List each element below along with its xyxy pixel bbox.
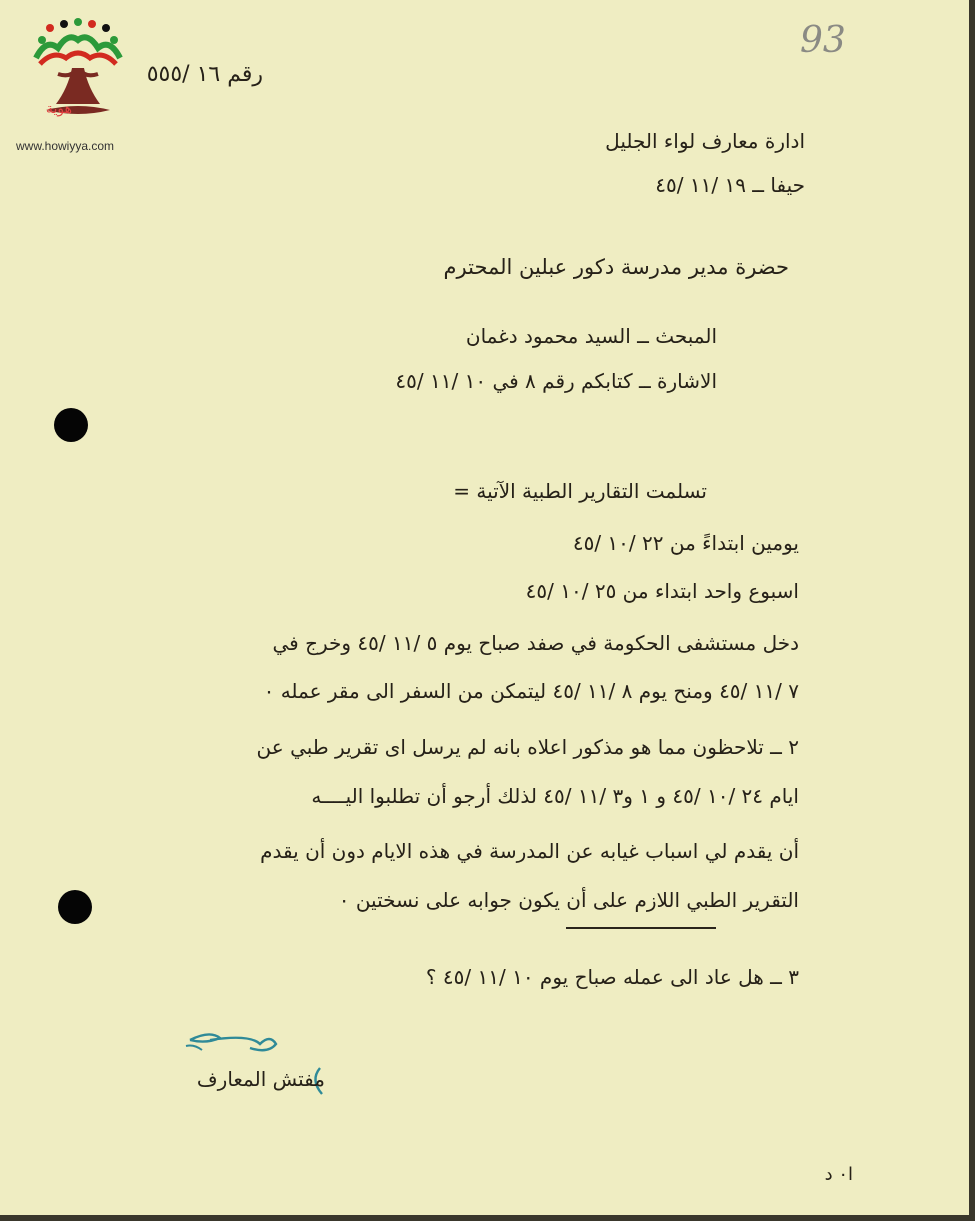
body-line-1: يومين ابتداءً من ٢٢ /١٠ /٤٥	[572, 531, 799, 555]
punch-hole-top	[54, 408, 88, 442]
body-line-5: ٢ ــ تلاحظون مما هو مذكور اعلاه بانه لم يرسل اى تقرير طبي عن	[256, 735, 799, 759]
body-line-8: التقرير الطبي اللازم على أن يكون جوابه على نسختين ٠	[338, 888, 799, 912]
recipient: حضرة مدير مدرسة دكور عبلين المحترم	[443, 255, 789, 279]
body-intro: تسلمت التقارير الطبية الآتية =	[453, 479, 707, 503]
watermark-url[interactable]: www.howiyya.com	[16, 139, 115, 153]
howiyya-logo-icon	[28, 18, 128, 136]
punch-hole-bottom	[58, 890, 92, 924]
page-number-annotation: 93	[800, 20, 846, 61]
office-name: ادارة معارف لواء الجليل	[605, 129, 805, 153]
subject-line: المبحث ــ السيد محمود دغمان	[465, 324, 717, 348]
reference-line: الاشارة ــ كتابكم رقم ٨ في ١٠ /١١ /٤٥	[395, 369, 717, 393]
body-line-6: ايام ٢٤ /١٠ /٤٥ و ١ و٣ /١١ /٤٥ لذلك أرجو أن تطلبوا اليــــه	[311, 784, 799, 808]
place-date: حيفا ــ ١٩ /١١ /٤٥	[655, 173, 805, 197]
scan-edge-bottom	[0, 1215, 975, 1221]
reference-number: رقم ١٦ /٥٥٥	[146, 62, 263, 87]
body-line-2: اسبوع واحد ابتداء من ٢٥ /١٠ /٤٥	[525, 579, 799, 603]
body-line-3: دخل مستشفى الحكومة في صفد صباح يوم ٥ /١١ /٤٥ وخرج في	[272, 631, 799, 655]
question-line: ٣ ــ هل عاد الى عمله صباح يوم ١٠ /١١ /٤٥ ؟	[425, 965, 799, 989]
scan-edge-right	[969, 0, 975, 1221]
body-line-4: ٧ /١١ /٤٥ ومنح يوم ٨ /١١ /٤٥ ليتمكن من السفر الى مقر عمله ٠	[263, 679, 799, 703]
logo-text: هوية	[46, 101, 73, 117]
signature-title: مفتش المعارف	[196, 1067, 325, 1091]
underline-copies	[566, 927, 716, 929]
body-line-7: أن يقدم لي اسباب غيابه عن المدرسة في هذه الايام دون أن يقدم	[260, 839, 799, 863]
footer-code: ا٠ د	[824, 1164, 853, 1185]
